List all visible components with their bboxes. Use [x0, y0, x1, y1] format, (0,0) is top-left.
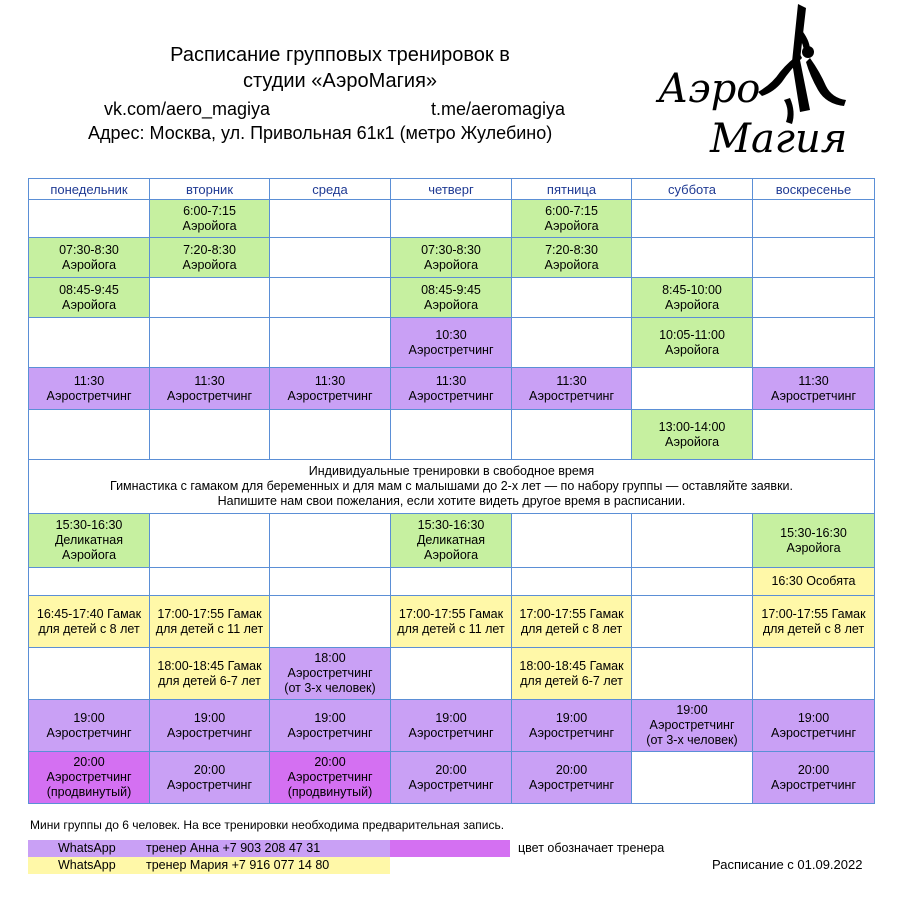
class-name: Аэройога [423, 257, 479, 272]
empty-cell [512, 514, 632, 568]
empty-cell [29, 410, 150, 460]
class-name: Аэростретчинг [46, 770, 132, 784]
class-name: Аэростретчинг [287, 770, 373, 784]
class-cell [270, 700, 391, 752]
studio-address: Адрес: Москва, ул. Привольная 61к1 (метро Жулебино) [88, 123, 553, 143]
empty-cell [632, 238, 753, 278]
empty-cell [270, 318, 391, 368]
class-name: Аэростретчинг [46, 388, 132, 403]
empty-cell [29, 318, 150, 368]
class-name: для детей 6-7 лет [158, 673, 261, 688]
class-name: (от 3-х человек) [646, 733, 738, 747]
trainer-contact: тренер Мария +7 916 077 14 80 [146, 858, 330, 872]
class-cell [512, 700, 632, 752]
class-time: 13:00-14:00 [658, 419, 726, 434]
empty-cell [270, 514, 391, 568]
empty-cell [29, 648, 150, 700]
empty-cell [391, 648, 512, 700]
day-header: четверг [391, 179, 512, 200]
empty-cell [753, 238, 875, 278]
class-cell [150, 596, 270, 648]
schedule-row [29, 568, 875, 596]
class-cell [512, 596, 632, 648]
class-time: 11:30 [194, 373, 225, 388]
class-time: 19:00 [676, 703, 708, 717]
class-name: Аэростретчинг [408, 725, 494, 740]
trainer-legend [28, 840, 678, 876]
class-cell [753, 596, 875, 648]
class-cell [150, 238, 270, 278]
class-name: для детей с 11 лет [155, 621, 264, 636]
class-time: 20:00 [193, 762, 226, 777]
class-time: 20:00 [555, 762, 588, 777]
class-cell [753, 568, 875, 596]
class-name: Аэройога [61, 297, 117, 312]
class-cell [29, 700, 150, 752]
class-time: 20:00 [797, 762, 830, 777]
day-header: вторник [150, 179, 270, 200]
class-cell [150, 368, 270, 410]
class-cell [391, 752, 512, 804]
day-header: воскресенье [753, 179, 875, 200]
info-line: Напишите нам свои пожелания, если хотите видеть другое время в расписании. [217, 494, 686, 508]
class-time: 19:00 [314, 710, 346, 725]
class-time: 20:00 [314, 755, 346, 769]
class-name: (от 3-х человек) [284, 681, 376, 695]
class-time: 07:30-8:30 [59, 242, 119, 257]
empty-cell [753, 410, 875, 460]
empty-cell [753, 278, 875, 318]
class-cell [753, 700, 875, 752]
class-time: 19:00 [435, 710, 467, 725]
class-name: Аэростретчинг [528, 777, 615, 792]
empty-cell [270, 568, 391, 596]
class-time: 19:00 [73, 710, 105, 725]
class-cell [512, 752, 632, 804]
class-time: 6:00-7:15 [545, 203, 598, 218]
class-cell [753, 368, 875, 410]
class-cell [29, 238, 150, 278]
class-name: Аэростретчинг [166, 777, 253, 792]
empty-cell [150, 568, 270, 596]
class-time: 07:30-8:30 [421, 242, 481, 257]
schedule-row [29, 368, 875, 410]
class-time: 18:00-18:45 Гамак [157, 658, 262, 673]
class-cell [270, 752, 391, 804]
class-name: Деликатная [54, 533, 124, 547]
class-time: 10:30 [435, 327, 467, 342]
class-cell [270, 368, 391, 410]
class-name: Аэройога [664, 297, 720, 312]
class-time: 10:05-11:00 [659, 327, 725, 342]
class-name: (продвинутый) [46, 785, 132, 799]
class-name: Аэройога [664, 342, 720, 357]
color-note: цвет обозначает тренера [518, 841, 665, 855]
schedule-row [29, 278, 875, 318]
empty-cell [512, 318, 632, 368]
class-name: Аэростретчинг [166, 388, 253, 403]
class-time: 11:30 [73, 373, 105, 388]
class-time: 8:45-10:00 [662, 282, 722, 297]
class-name: Аэройога [182, 218, 237, 233]
legend-row-maria [28, 857, 390, 874]
class-name: Аэростретчинг [528, 388, 615, 403]
class-name: Аэростретчинг [166, 725, 253, 740]
class-name: для детей с 11 лет [397, 621, 505, 636]
empty-cell [391, 410, 512, 460]
class-cell [512, 200, 632, 238]
schedule-date: Расписание с 01.09.2022 [712, 857, 863, 872]
empty-cell [270, 200, 391, 238]
class-cell [391, 318, 512, 368]
empty-cell [632, 200, 753, 238]
empty-cell [512, 568, 632, 596]
class-name: Аэройога [61, 548, 117, 562]
class-cell [150, 200, 270, 238]
empty-cell [753, 318, 875, 368]
empty-cell [29, 568, 150, 596]
info-line: Гимнастика с гамаком для беременных и для мам с малышами до 2-х лет — по набору группы — оставляйте заявки. [110, 479, 793, 493]
class-name: Аэростретчинг [287, 666, 373, 680]
class-time: 11:30 [435, 373, 467, 388]
class-time: 16:45-17:40 Гамак [36, 606, 142, 621]
class-name: Аэростретчинг [408, 342, 494, 357]
empty-cell [270, 238, 391, 278]
class-cell [632, 278, 753, 318]
class-cell [150, 648, 270, 700]
empty-cell [391, 200, 512, 238]
day-header: суббота [632, 179, 753, 200]
class-name: для детей с 8 лет [38, 621, 140, 636]
group-size-note: Мини группы до 6 человек. На все тренировки необходима предварительная запись. [30, 818, 505, 832]
empty-cell [753, 648, 875, 700]
class-cell [753, 752, 875, 804]
empty-cell [632, 596, 753, 648]
class-time: 20:00 [73, 755, 105, 769]
class-name: для детей с 8 лет [762, 621, 865, 636]
class-time: 19:00 [555, 710, 588, 725]
class-cell [29, 514, 150, 568]
class-name: Аэройога [786, 540, 841, 555]
class-time: 15:30-16:30 [417, 518, 485, 532]
class-name: Аэройога [423, 548, 479, 562]
trainer-contact: тренер Анна +7 903 208 47 31 [146, 841, 321, 855]
schedule-row [29, 514, 875, 568]
day-header: пятница [512, 179, 632, 200]
day-header: среда [270, 179, 391, 200]
class-name: для детей 6-7 лет [520, 673, 623, 688]
logo-word-aero: Аэро [658, 66, 761, 112]
day-header: понедельник [29, 179, 150, 200]
aeromagiya-logo [650, 0, 870, 170]
title-line-2: студии «АэроМагия» [242, 70, 438, 92]
class-cell [512, 648, 632, 700]
schedule-row [29, 200, 875, 238]
class-name: Аэростретчинг [770, 777, 857, 792]
empty-cell [150, 514, 270, 568]
class-cell [270, 648, 391, 700]
class-time: 6:00-7:15 [183, 203, 236, 218]
class-cell [512, 238, 632, 278]
empty-cell [270, 596, 391, 648]
class-time: 7:20-8:30 [183, 242, 236, 257]
class-time: 11:30 [798, 373, 829, 388]
class-time: 19:00 [797, 710, 830, 725]
class-cell [632, 410, 753, 460]
empty-cell [632, 368, 753, 410]
class-cell [29, 752, 150, 804]
empty-cell [270, 410, 391, 460]
schedule-row [29, 700, 875, 752]
class-name: Аэростретчинг [770, 725, 857, 740]
class-name: Аэройога [544, 257, 599, 272]
class-name: (продвинутый) [287, 785, 373, 799]
schedule-row [29, 648, 875, 700]
class-cell [29, 596, 150, 648]
info-banner [29, 460, 875, 514]
class-cell [632, 318, 753, 368]
class-cell [391, 368, 512, 410]
schedule-row [29, 318, 875, 368]
class-name: для детей с 8 лет [520, 621, 623, 636]
empty-cell [512, 410, 632, 460]
class-name: Аэростретчинг [287, 725, 373, 740]
class-time: 18:00-18:45 Гамак [519, 658, 624, 673]
class-name: Аэройога [544, 218, 599, 233]
class-time: 19:00 [193, 710, 226, 725]
class-name: Деликатная [416, 533, 486, 547]
schedule-row [29, 752, 875, 804]
empty-cell [632, 648, 753, 700]
schedule-table [28, 178, 875, 804]
class-cell [391, 596, 512, 648]
class-cell [391, 238, 512, 278]
class-cell [632, 700, 753, 752]
schedule-row [29, 238, 875, 278]
class-time: 17:00-17:55 Гамак [398, 606, 504, 621]
empty-cell [753, 200, 875, 238]
class-name: Аэройога [182, 257, 237, 272]
class-name: Аэростретчинг [46, 725, 132, 740]
empty-cell [29, 200, 150, 238]
empty-cell [270, 278, 391, 318]
empty-cell [150, 410, 270, 460]
class-time: 08:45-9:45 [421, 282, 481, 297]
class-name: Аэростретчинг [408, 388, 494, 403]
class-time: 15:30-16:30 [55, 518, 123, 532]
class-name: Аэростретчинг [649, 718, 735, 732]
class-cell [150, 752, 270, 804]
whatsapp-label[interactable]: WhatsApp [58, 841, 116, 855]
schedule-row [29, 460, 875, 514]
class-time: 11:30 [556, 373, 587, 388]
class-name: Аэростретчинг [770, 388, 857, 403]
empty-cell [150, 278, 270, 318]
logo-word-magiya: Магия [710, 116, 848, 162]
class-name: Аэростретчинг [408, 777, 494, 792]
legend-row-anna [28, 840, 390, 857]
empty-cell [512, 278, 632, 318]
class-time: 08:45-9:45 [59, 282, 119, 297]
color-swatch [390, 840, 510, 857]
class-time: 11:30 [314, 373, 346, 388]
class-cell [29, 368, 150, 410]
class-time: 16:30 Особята [771, 574, 856, 588]
telegram-link[interactable]: t.me/aeromagiya [431, 99, 566, 119]
schedule-row [29, 596, 875, 648]
class-cell [150, 700, 270, 752]
class-time: 17:00-17:55 Гамак [157, 606, 262, 621]
class-cell [391, 700, 512, 752]
info-line: Индивидуальные тренировки в свободное время [308, 464, 595, 478]
class-name: Аэройога [664, 434, 720, 449]
empty-cell [632, 752, 753, 804]
class-name: Аэройога [61, 257, 117, 272]
empty-cell [391, 568, 512, 596]
class-cell [391, 514, 512, 568]
class-cell [29, 278, 150, 318]
empty-cell [632, 514, 753, 568]
schedule-row [29, 410, 875, 460]
vk-link[interactable]: vk.com/aero_magiya [104, 99, 271, 119]
class-cell [753, 514, 875, 568]
class-name: Аэростретчинг [287, 388, 373, 403]
class-cell [391, 278, 512, 318]
class-name: Аэройога [423, 297, 479, 312]
class-time: 18:00 [314, 651, 346, 665]
title-line-1: Расписание групповых тренировок в [170, 44, 510, 66]
class-time: 20:00 [435, 762, 467, 777]
day-header-row [29, 179, 875, 200]
class-time: 7:20-8:30 [545, 242, 598, 257]
class-name: Аэростретчинг [528, 725, 615, 740]
class-time: 17:00-17:55 Гамак [519, 606, 624, 621]
empty-cell [632, 568, 753, 596]
empty-cell [150, 318, 270, 368]
whatsapp-label[interactable]: WhatsApp [58, 858, 116, 872]
class-time: 15:30-16:30 [780, 525, 847, 540]
class-cell [512, 368, 632, 410]
schedule-title [80, 42, 600, 94]
class-time: 17:00-17:55 Гамак [761, 606, 866, 621]
